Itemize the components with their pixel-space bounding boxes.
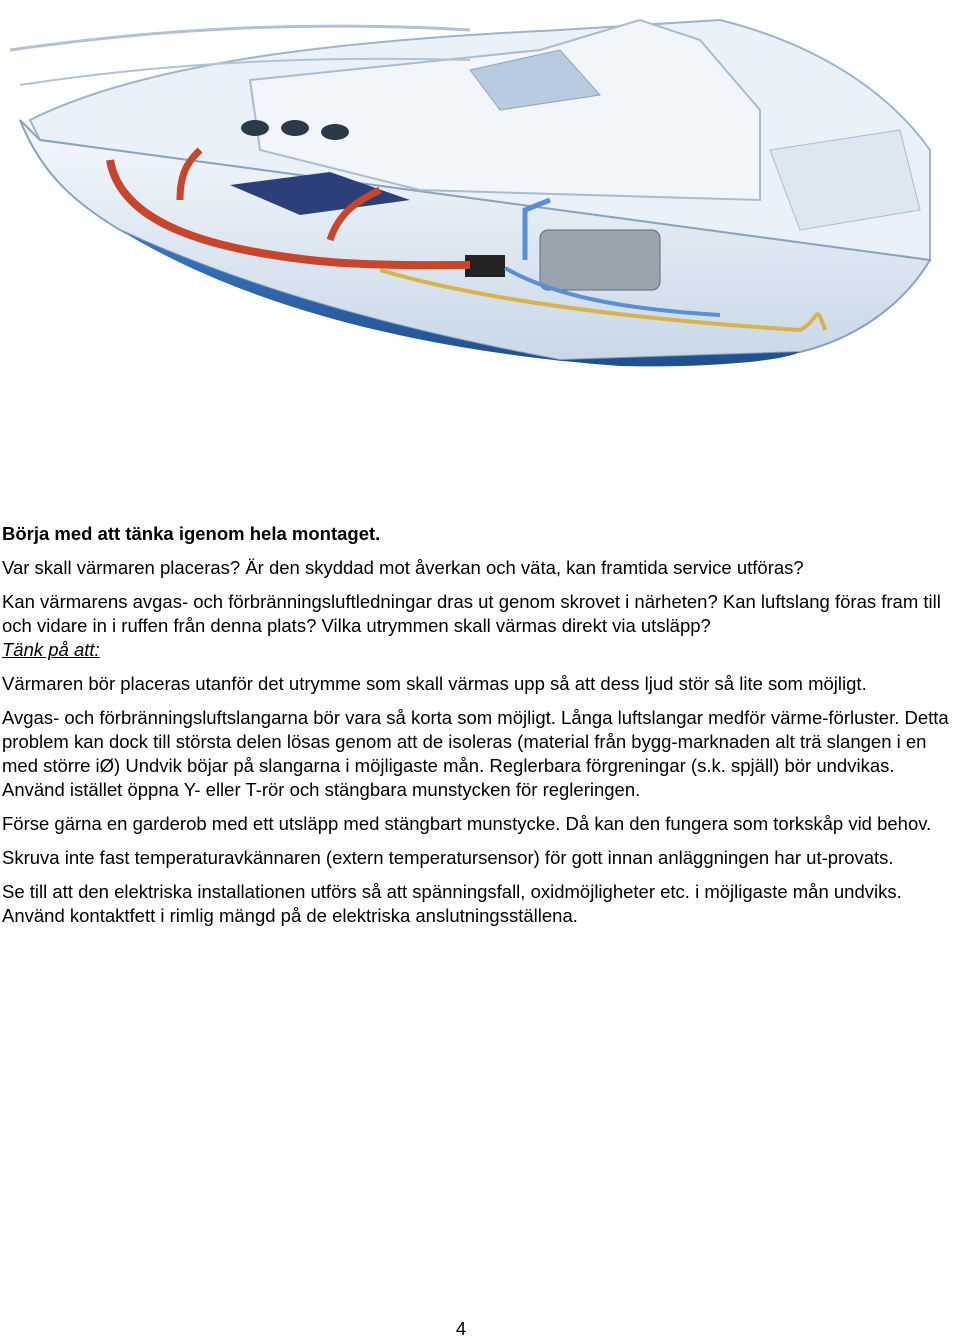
paragraph: Avgas- och förbränningsluftslangarna bör vara så korta som möjligt. Långa luftslangar medför värme-förluster. Detta problem kan dock till största delen lösas genom att de isoleras (material från bygg-marknaden alt trä slangen i en med större iØ) Undvik böjar på slangarna i möjligaste mån. Reglerbara förgreningar (s.k. spjäll) bör undvikas. Använd istället öppna Y- eller T-rör och stängbara munstycken för regleringen.: [2, 707, 949, 800]
boat-heater-illustration: [0, 0, 960, 380]
instructions-text: [2, 522, 952, 938]
paragraph: Värmaren bör placeras utanför det utrymme som skall värmas upp så att dess ljud stör så lite som möjligt.: [2, 673, 867, 694]
page-number: 4: [455, 1318, 467, 1339]
paragraph: Förse gärna en garderob med ett utsläpp med stängbart munstycke. Då kan den fungera som torkskåp vid behov.: [2, 813, 932, 834]
paragraph: Skruva inte fast temperaturavkännaren (extern temperatursensor) för gott innan anläggningen har ut-provats.: [2, 847, 894, 868]
paragraph: Se till att den elektriska installationen utförs så att spänningsfall, oxidmöjligheter etc. i möjligaste mån undviks. Använd kontaktfett i rimlig mängd på de elektriska anslutningsställena.: [2, 881, 902, 926]
note-label: Tänk på att:: [2, 639, 100, 660]
question-placement: Var skall värmaren placeras? Är den skyddad mot åverkan och väta, kan framtida service utföras?: [2, 557, 804, 578]
question-routing: Kan värmarens avgas- och förbränningsluftledningar dras ut genom skrovet i närheten? Kan luftslang föras fram till och vidare in i ruffen från denna plats? Vilka utrymmen skall värmas direkt via utsläpp?: [2, 591, 941, 636]
section-heading: Börja med att tänka igenom hela montaget.: [2, 523, 381, 544]
